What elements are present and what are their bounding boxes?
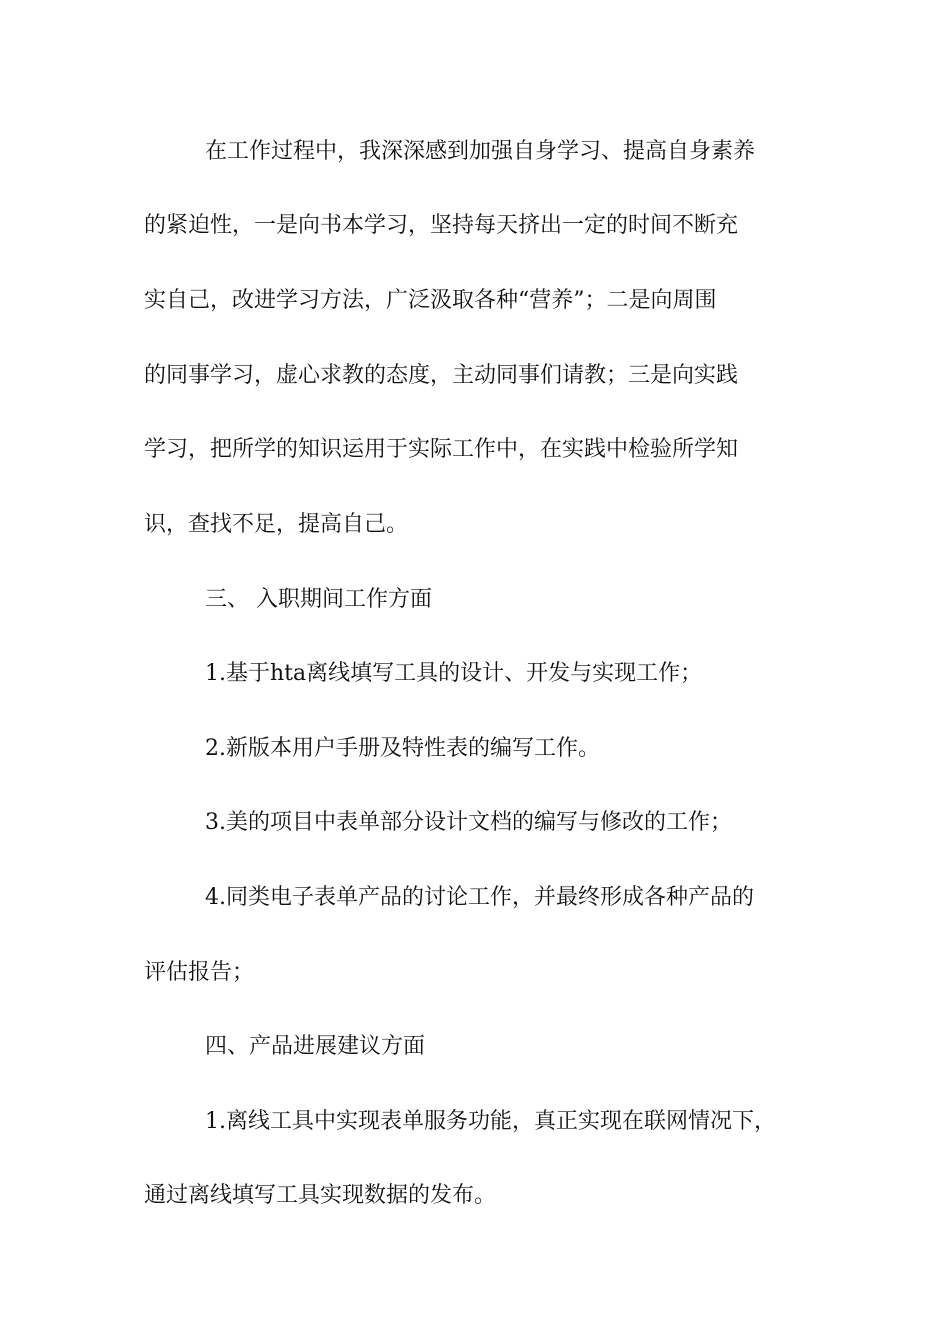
list-item-continuation: 评估报告； [144,960,255,985]
section-heading: 四、产品进展建议方面 [205,1034,426,1059]
paragraph-line: 学习，把所学的知识运用于实际工作中，在实践中检验所学知 [144,437,739,462]
paragraph-line: 的同事学习，虚心求教的态度，主动同事们请教；三是向实践 [144,363,739,388]
list-item: 2.新版本用户手册及特性表的编写工作。 [205,736,600,761]
paragraph-line: 识，查找不足，提高自己。 [144,512,409,537]
list-item: 1.基于hta离线填写工具的设计、开发与实现工作； [205,661,703,686]
list-item-continuation: 通过离线填写工具实现数据的发布。 [144,1183,497,1208]
list-item: 4.同类电子表单产品的讨论工作，并最终形成各种产品的 [205,885,754,910]
list-item: 3.美的项目中表单部分设计文档的编写与修改的工作； [205,810,732,835]
section-heading: 三、 入职期间工作方面 [205,587,432,612]
paragraph-line: 在工作过程中，我深深感到加强自身学习、提高自身素养 [205,139,756,164]
paragraph-line: 实自己，改进学习方法，广泛汲取各种“营养”；二是向周围 [144,288,717,313]
paragraph-line: 的紧迫性，一是向书本学习，坚持每天挤出一定的时间不断充 [144,213,739,238]
list-item: 1.离线工具中实现表单服务功能，真正实现在联网情况下， [205,1109,776,1134]
